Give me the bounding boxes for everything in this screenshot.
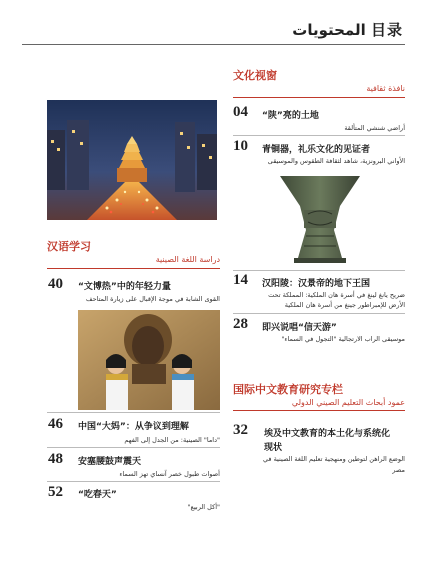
article-title: 即兴说唱“信天游” (262, 323, 337, 333)
city-night-photo (47, 100, 217, 220)
divider (233, 270, 405, 271)
article-title: “文博热”中的年轻力量 (78, 282, 171, 292)
section-heading-culture: 文化视窗 (233, 69, 277, 82)
article-subtitle: موسيقى الراب الارتجالية "التجول في السماء" (281, 335, 405, 343)
article-title-continued: 现状 (264, 443, 283, 453)
museum-girls-illustration (78, 310, 220, 410)
divider (233, 135, 405, 136)
bronze-vessel-icon (270, 170, 370, 268)
section-subheading-chinese: دراسة اللغة الصينية (155, 255, 220, 264)
section-subheading-research: عمود أبحاث التعليم الصيني الدولي (291, 398, 405, 407)
article-subtitle: "داما" الصينية: من الجدل إلى الفهم (124, 436, 220, 444)
page-number: 40 (48, 276, 63, 292)
page-number: 14 (233, 272, 248, 288)
bronze-vessel-image (270, 170, 370, 268)
article-subtitle: الوضع الراهن لتوطين ومنهجية تعليم اللغة الصينية في (262, 455, 405, 463)
divider (47, 447, 220, 448)
divider (47, 481, 220, 482)
article-title: “陕”亮的土地 (262, 111, 319, 121)
article-subtitle: أراضي شنشي المتألقة (344, 124, 405, 132)
page-title: المحتويات 目录 (292, 21, 403, 39)
city-night-illustration (47, 100, 217, 220)
page-number: 10 (233, 138, 248, 154)
divider (233, 313, 405, 314)
article-title: 青铜器，礼乐文化的见证者 (262, 145, 371, 155)
article-subtitle: ضريح يانغ لينغ في أسرة هان الملكية: المملكة تحت (268, 291, 405, 299)
article-subtitle: الأرض للإمبراطور جينغ من أسرة هان الملكية (284, 301, 405, 309)
article-subtitle: أصوات طبول خصر آنساي تهز السماء (119, 470, 220, 478)
article-title: 安塞腰鼓声震天 (78, 457, 142, 467)
header-divider (22, 44, 405, 45)
article-subtitle: القوى الشابة في موجة الإقبال على زيارة المتاحف (85, 295, 220, 303)
page-number: 46 (48, 416, 63, 432)
divider (47, 412, 220, 413)
section-subheading-culture: نافذة ثقافية (366, 84, 405, 93)
section-rule-chinese (47, 268, 220, 269)
article-title: “吃春天” (78, 490, 117, 500)
section-heading-chinese: 汉语学习 (47, 240, 91, 253)
section-heading-research: 国际中文教育研究专栏 (233, 383, 343, 396)
museum-girls-photo (78, 310, 220, 410)
section-rule-research (233, 410, 405, 411)
article-title: 汉阳陵：汉景帝的地下王国 (262, 279, 371, 289)
page-number: 04 (233, 104, 248, 120)
article-subtitle: الأواني البرونزية، شاهد لثقافة الطقوس والموسيقى (267, 157, 405, 165)
section-rule-culture (233, 97, 405, 98)
article-subtitle: "أكل الربيع" (187, 503, 220, 511)
article-title: 中国“大妈”：从争议到理解 (78, 422, 189, 432)
page-number: 32 (233, 422, 248, 438)
page-number: 28 (233, 316, 248, 332)
page-number: 48 (48, 451, 63, 467)
article-subtitle: مصر (392, 466, 405, 474)
article-title: 埃及中文教育的本土化与系统化 (264, 429, 391, 439)
page-number: 52 (48, 484, 63, 500)
